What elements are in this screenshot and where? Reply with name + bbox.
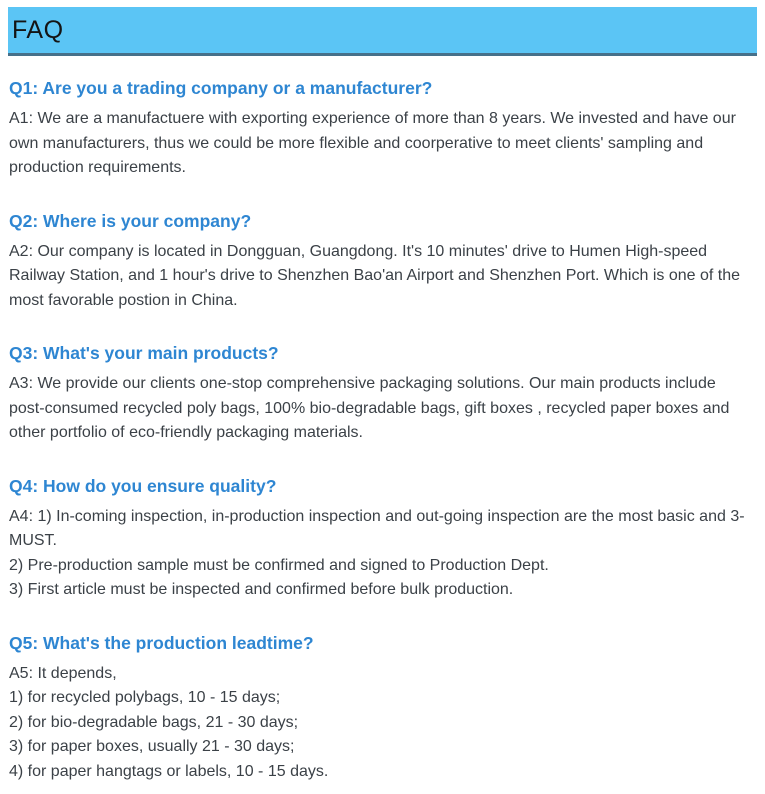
faq-answer-line: 4) for paper hangtags or labels, 10 - 15 days. bbox=[9, 762, 329, 780]
faq-answer-line: A5: It depends, bbox=[9, 664, 117, 682]
faq-answer-line: 3) First article must be inspected and confirmed before bulk production. bbox=[9, 581, 514, 598]
faq-answer-line: A4: 1) In-coming inspection, in-production inspection and out-going inspection are the most basic and 3-MUST. bbox=[9, 507, 745, 549]
faq-answer-line: 2) for bio-degradable bags, 21 - 30 days; bbox=[9, 713, 299, 731]
faq-answer-line: A2: Our company is located in Dongguan, Guangdong. It's 10 minutes' drive to Humen High-speed Railway Station, and 1 hour's drive to Shenzhen Bao'an Airport and Shenzhen Port. Which is one of the most favorable postion in China. bbox=[9, 242, 740, 309]
faq-answer-line: 1) for recycled polybags, 10 - 15 days; bbox=[9, 689, 281, 706]
faq-answer bbox=[9, 240, 755, 314]
faq-question: Q2: Where is your company? bbox=[9, 210, 252, 231]
faq-answer-line: 3) for paper boxes, usually 21 - 30 days; bbox=[9, 738, 295, 755]
page-title: FAQ bbox=[12, 15, 64, 44]
faq-item bbox=[9, 211, 757, 314]
faq-header-bar bbox=[8, 7, 757, 56]
faq-question: Q3: What's your main products? bbox=[9, 343, 279, 363]
faq-item bbox=[9, 78, 757, 181]
faq-answer-line: 2) Pre-production sample must be confirmed and signed to Production Dept. bbox=[9, 556, 549, 574]
faq-answer-line: A3: We provide our clients one-stop comprehensive packaging solutions. Our main products include post-consumed recycled poly bags, 100% bio-degradable bags, gift boxes , recycled paper boxes and other portfolio of eco-friendly packaging materials. bbox=[9, 375, 730, 441]
faq-question: Q5: What's the production leadtime? bbox=[9, 632, 314, 653]
faq-item bbox=[9, 476, 757, 603]
faq-item bbox=[9, 633, 757, 785]
faq-item bbox=[9, 343, 757, 446]
faq-question: Q4: How do you ensure quality? bbox=[9, 475, 277, 496]
faq-answer-line: A1: We are a manufactuere with exporting experience of more than 8 years. We invested and have our own manufacturers, thus we could be more flexible and coorperative to meet clients' sampling and production requirements. bbox=[9, 110, 736, 176]
faq-question: Q1: Are you a trading company or a manufacturer? bbox=[9, 78, 433, 98]
faq-answer bbox=[9, 372, 755, 446]
faq-answer bbox=[9, 107, 755, 181]
faq-answer bbox=[9, 662, 755, 785]
faq-content bbox=[8, 78, 757, 784]
faq-answer bbox=[9, 505, 755, 603]
